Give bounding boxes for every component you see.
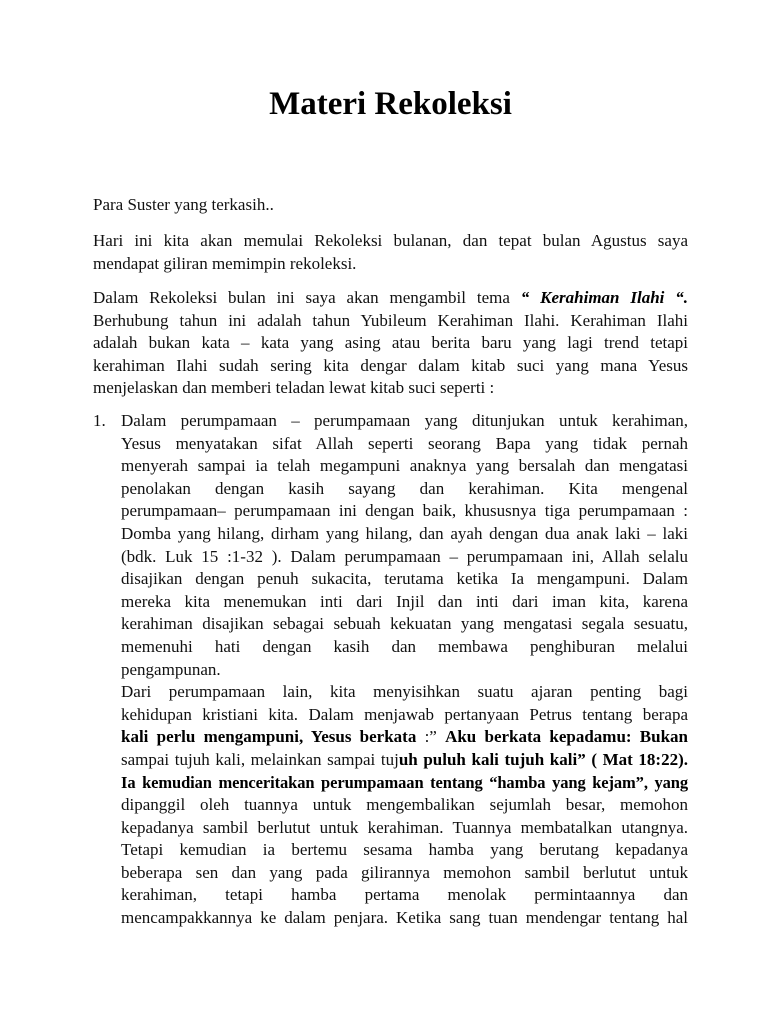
list-item bbox=[121, 410, 688, 930]
text-line: kerahiman Ilahi sudah sering kita dengar dalam kitab suci yang mana Yesus bbox=[93, 355, 688, 375]
text-line: Tetapi kemudian ia bertemu sesama hamba yang berutang kepadanya bbox=[121, 840, 688, 860]
text-segment: :” bbox=[416, 727, 446, 747]
text-line: beberapa sen dan yang pada gilirannya memohon sambil berlutut untuk bbox=[121, 862, 688, 882]
text-line: memenuhi hati dengan kasih dan membawa penghiburan melalui bbox=[121, 636, 688, 656]
text-line: disajikan dengan penuh sukacita, terutama ketika Ia mengampuni. Dalam bbox=[121, 569, 688, 589]
text-line: mencampakkannya ke dalam penjara. Ketika sang tuan mendengar tentang hal bbox=[121, 908, 688, 928]
text-line: kerahiman, tetapi hamba pertama menolak permintaannya dan bbox=[121, 885, 688, 905]
text-line: pengampunan. bbox=[121, 659, 221, 679]
bold-segment: Aku berkata kepadamu: Bukan bbox=[445, 727, 688, 747]
page-title: Materi Rekoleksi bbox=[269, 86, 512, 122]
text-segment: Dalam Rekoleksi bulan ini saya akan mengambil tema bbox=[93, 288, 521, 307]
text-line bbox=[121, 726, 688, 749]
text-line: menjelaskan dan memberi teladan lewat kitab suci seperti : bbox=[93, 378, 495, 398]
text-line: Hari ini kita akan memulai Rekoleksi bulanan, dan tepat bulan Agustus saya bbox=[93, 231, 688, 250]
text-line: kehidupan kristiani kita. Dalam menjawab pertanyaan Petrus tentang berapa bbox=[121, 704, 688, 724]
intro-paragraph bbox=[93, 230, 688, 275]
text-line: Dari perumpamaan lain, kita menyisihkan suatu ajaran penting bagi bbox=[121, 682, 688, 702]
text-line: kepadanya sambil berlutut untuk kerahiman. Tuannya membatalkan utangnya. bbox=[121, 817, 688, 837]
text-line: mereka kita menemukan inti dari Injil dan inti dari iman kita, karena bbox=[121, 591, 688, 611]
text-line: mendapat giliran memimpin rekoleksi. bbox=[93, 253, 357, 273]
text-line: perumpamaan– perumpamaan ini dengan baik, khususnya tiga perumpamaan : bbox=[121, 501, 688, 521]
text-line: Berhubung tahun ini adalah tahun Yubileum Kerahiman Ilahi. Kerahiman Ilahi bbox=[93, 310, 688, 330]
text-line: kerahiman disajikan sebagai sebuah kekuatan yang mengatasi segala sesuatu, bbox=[121, 614, 688, 634]
text-line: Domba yang hilang, dirham yang hilang, dan ayah dengan dua anak laki – laki bbox=[121, 523, 688, 543]
text-line: Yesus menyatakan sifat Allah seperti seorang Bapa yang tidak pernah bbox=[121, 433, 688, 453]
text-segment: sampai tujuh kali, melainkan sampai tuj bbox=[121, 749, 399, 769]
text-line: Ia kemudian menceritakan perumpamaan tentang “hamba yang kejam”, yang bbox=[121, 772, 688, 792]
bold-segment: uh puluh kali tujuh kali” ( Mat 18:22). bbox=[398, 749, 688, 769]
text-line: (bdk. Luk 15 :1-32 ). Dalam perumpamaan – perumpamaan ini, Allah selalu bbox=[121, 546, 688, 566]
theme-title: “ Kerahiman Ilahi “. bbox=[520, 288, 689, 307]
text-line: penolakan dengan kasih sayang dan kerahiman. Kita mengenal bbox=[121, 478, 688, 498]
list-number: 1. bbox=[93, 411, 106, 430]
text-line bbox=[93, 287, 688, 310]
text-line bbox=[121, 749, 688, 772]
text-line: menyerah sampai ia telah megampuni anaknya yang bersalah dan mengatasi bbox=[121, 456, 688, 476]
text-line: Para Suster yang terkasih.. bbox=[93, 195, 274, 214]
bold-segment: kali perlu mengampuni, Yesus berkata bbox=[121, 727, 417, 747]
text-line: adalah bukan kata – kata yang asing atau berita baru yang lagi trend tetapi bbox=[93, 333, 688, 353]
greeting-paragraph bbox=[93, 194, 688, 217]
text-line: Dalam perumpamaan – perumpamaan yang ditunjukan untuk kerahiman, bbox=[121, 411, 688, 430]
text-line: dipanggil oleh tuannya untuk mengembalikan sejumlah besar, memohon bbox=[121, 795, 688, 815]
theme-paragraph bbox=[93, 287, 688, 400]
